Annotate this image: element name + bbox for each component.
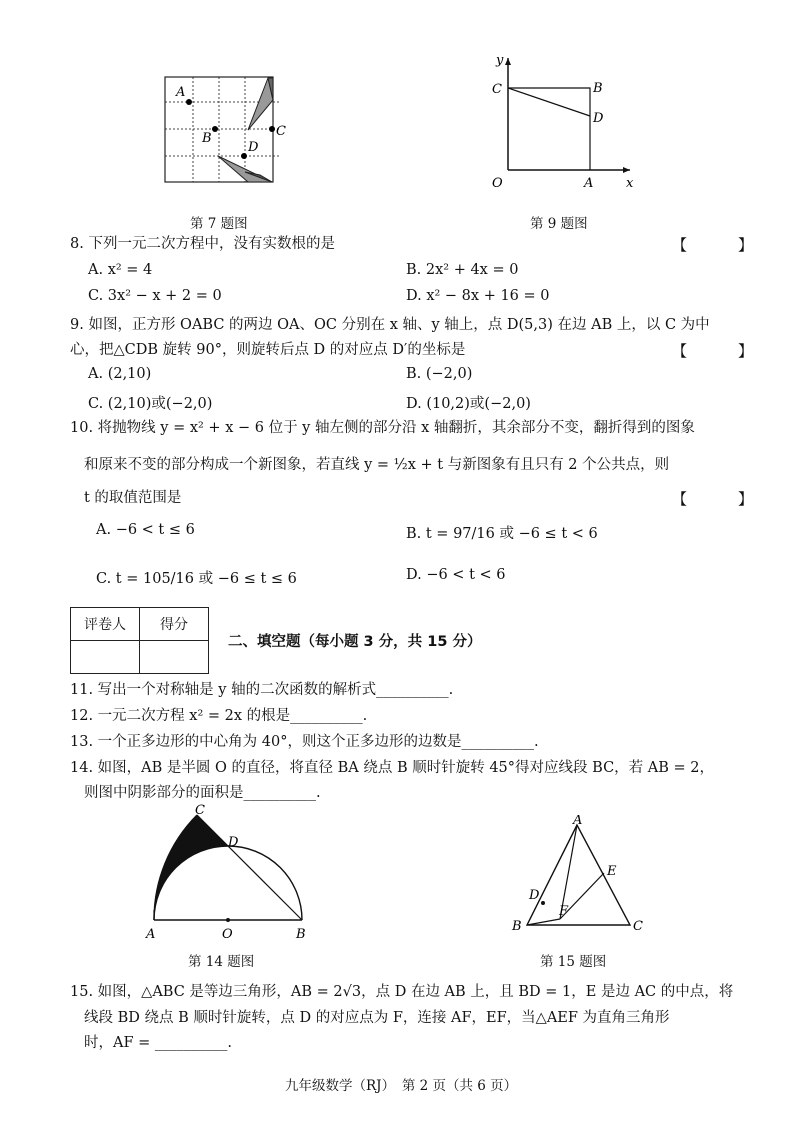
- q11: 11. 写出一个对称轴是 y 轴的二次函数的解析式__________.: [70, 682, 454, 698]
- fig7-label-D: D: [248, 140, 259, 155]
- figure-7: [160, 72, 295, 187]
- q14-stem-line2: 则图中阴影部分的面积是__________.: [84, 785, 321, 801]
- fig14-caption: 第 14 题图: [188, 954, 255, 970]
- score-table: [70, 607, 209, 674]
- fig7-label-B: B: [202, 131, 212, 146]
- fig15-label-B: B: [512, 919, 522, 934]
- page-footer: 九年级数学（RJ） 第 2 页（共 6 页）: [285, 1078, 518, 1094]
- fig14-label-C: C: [195, 803, 205, 818]
- q9-stem-line1: 9. 如图，正方形 OABC 的两边 OA、OC 分别在 x 轴、y 轴上，点 D(5,3) 在边 AB 上，以 C 为中: [70, 317, 710, 333]
- fig15-label-A: A: [573, 815, 583, 828]
- fig14-label-B: B: [296, 927, 306, 942]
- q9-option-c[interactable]: C. (2,10)或(−2,0): [88, 396, 213, 412]
- fig15-label-E: E: [607, 864, 617, 879]
- q8-stem: 8. 下列一元二次方程中，没有实数根的是: [70, 236, 335, 252]
- q9-option-a[interactable]: A. (2,10): [88, 366, 152, 382]
- fig15-label-F: F: [559, 904, 569, 919]
- q10-stem-line3: t 的取值范围是: [84, 490, 182, 506]
- fig15-caption: 第 15 题图: [540, 954, 607, 970]
- q8-answer-bracket[interactable]: 【 】: [672, 236, 772, 254]
- q10-answer-bracket[interactable]: 【 】: [672, 490, 772, 508]
- q10-option-b[interactable]: B. t = 97/16 或 −6 ≤ t < 6: [406, 526, 598, 542]
- fig7-caption: 第 7 题图: [190, 216, 248, 232]
- q15-stem-line1: 15. 如图，△ABC 是等边三角形，AB = 2√3，点 D 在边 AB 上，且 BD = 1，E 是边 AC 的中点，将: [70, 984, 734, 1000]
- q8-option-a[interactable]: A. x² = 4: [88, 262, 153, 278]
- q10-stem-line2: 和原来不变的部分构成一个新图象，若直线 y = ½x + t 与新图象有且只有 2 个公共点，则: [84, 457, 670, 473]
- fig9-label-D: D: [593, 111, 604, 126]
- score-table-grader-header: 评卷人: [71, 608, 140, 641]
- figure-15: [505, 815, 650, 940]
- q8-option-b[interactable]: B. 2x² + 4x = 0: [406, 262, 519, 278]
- grader-cell[interactable]: [71, 641, 140, 674]
- section-title: 二、填空题（每小题 3 分，共 15 分）: [228, 634, 482, 650]
- fig14-label-D: D: [228, 835, 239, 850]
- figure-9: [480, 48, 640, 193]
- fig9-label-C: C: [492, 82, 502, 97]
- q15-stem-line2: 线段 BD 绕点 B 顺时针旋转，点 D 的对应点为 F，连接 AF，EF，当△AEF 为直角三角形: [84, 1010, 670, 1026]
- q9-option-d[interactable]: D. (10,2)或(−2,0): [406, 396, 531, 412]
- q8-option-c[interactable]: C. 3x² − x + 2 = 0: [88, 288, 222, 304]
- q8-option-d[interactable]: D. x² − 8x + 16 = 0: [406, 288, 550, 304]
- q14-stem-line1: 14. 如图，AB 是半圆 O 的直径，将直径 BA 绕点 B 顺时针旋转 45°得对应线段 BC，若 AB = 2，: [70, 760, 714, 776]
- q10-option-a[interactable]: A. −6 < t ≤ 6: [96, 522, 195, 538]
- q13: 13. 一个正多边形的中心角为 40°，则这个正多边形的边数是__________.: [70, 734, 539, 750]
- fig7-label-C: C: [276, 124, 286, 139]
- score-table-score-header: 得分: [140, 608, 209, 641]
- fig14-label-O: O: [222, 927, 233, 942]
- fig14-label-A: A: [146, 927, 156, 942]
- q10-option-d[interactable]: D. −6 < t < 6: [406, 567, 506, 583]
- fig9-label-A: A: [584, 176, 594, 191]
- q12: 12. 一元二次方程 x² = 2x 的根是__________.: [70, 708, 368, 724]
- fig9-label-y: y: [496, 53, 504, 68]
- q15-stem-line3: 时，AF = __________.: [84, 1035, 233, 1051]
- fig7-label-A: A: [176, 85, 186, 100]
- fig9-label-O: O: [492, 176, 503, 191]
- q9-stem-line2: 心，把△CDB 旋转 90°，则旋转后点 D 的对应点 D′的坐标是: [70, 342, 466, 358]
- figure-14: [140, 800, 320, 948]
- score-cell[interactable]: [140, 641, 209, 674]
- q10-stem-line1: 10. 将抛物线 y = x² + x − 6 位于 y 轴左侧的部分沿 x 轴翻折，其余部分不变，翻折得到的图象: [70, 420, 695, 436]
- q9-option-b[interactable]: B. (−2,0): [406, 366, 473, 382]
- q10-option-c[interactable]: C. t = 105/16 或 −6 ≤ t ≤ 6: [96, 571, 297, 587]
- fig9-label-B: B: [593, 81, 603, 96]
- fig9-label-x: x: [626, 176, 634, 191]
- q9-answer-bracket[interactable]: 【 】: [672, 342, 772, 360]
- fig15-label-C: C: [633, 919, 643, 934]
- fig15-label-D: D: [529, 888, 540, 903]
- fig9-caption: 第 9 题图: [530, 216, 588, 232]
